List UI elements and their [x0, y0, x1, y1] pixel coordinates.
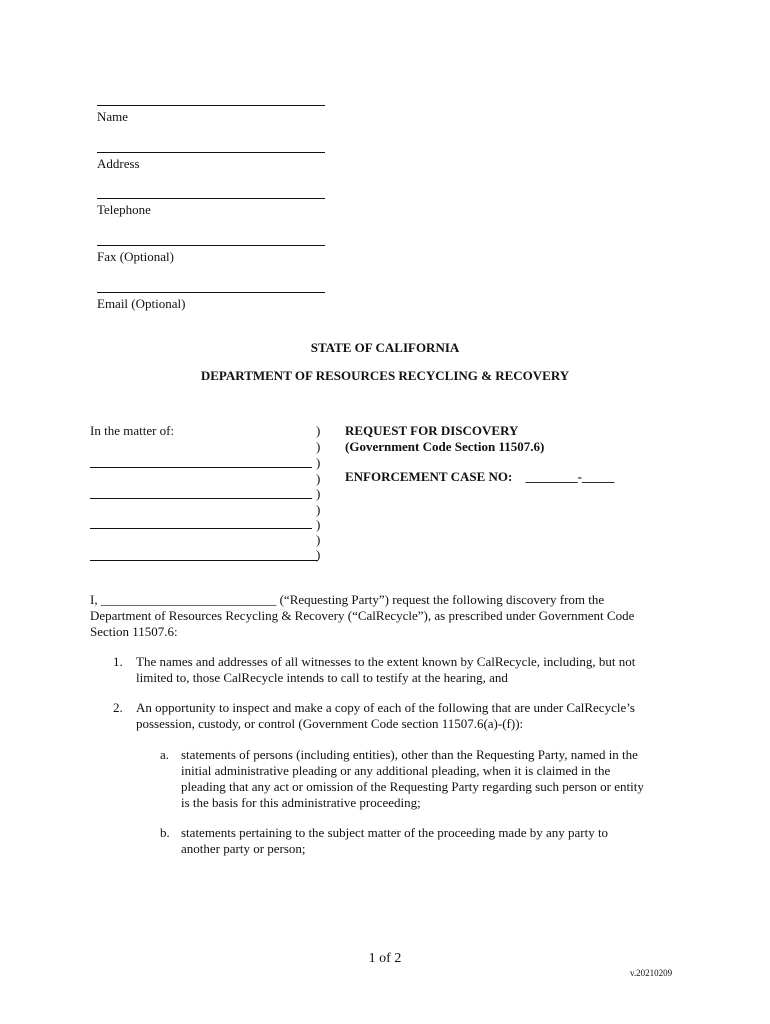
item-line: limited to, those CalRecycle intends to call to testify at the hearing, and — [136, 670, 508, 685]
code-reference: (Government Code Section 11507.6) — [345, 439, 545, 454]
subitem-line: is the basis for this administrative proceeding; — [181, 795, 421, 810]
item-marker: 1. — [113, 654, 123, 669]
intro-line-rest: (“Requesting Party”) request the following discovery from the — [276, 592, 605, 607]
list-item — [136, 654, 696, 686]
subitem-line: another party or person; — [181, 841, 306, 856]
intro-prefix: I, — [90, 592, 101, 607]
caption-paren: ) — [316, 486, 321, 501]
sub-list-item — [181, 747, 681, 811]
list-item — [136, 700, 696, 732]
item-marker: 2. — [113, 700, 123, 715]
caption-paren: ) — [316, 439, 321, 454]
sub-list-item — [181, 825, 681, 857]
caption-paren: ) — [316, 423, 321, 438]
party-name-line-1[interactable] — [90, 467, 312, 468]
party-name-line-4[interactable] — [90, 560, 318, 561]
item-line: possession, custody, or control (Government Code section 11507.6(a)-(f)): — [136, 716, 524, 731]
address-label: Address — [97, 156, 140, 171]
caption-paren: ) — [316, 547, 321, 562]
email-line[interactable] — [97, 292, 325, 293]
intro-line: Section 11507.6: — [90, 624, 178, 639]
party-name-line-2[interactable] — [90, 498, 312, 499]
item-line: An opportunity to inspect and make a copy of each of the following that are under CalRecycle’s — [136, 700, 635, 715]
caption-paren: ) — [316, 532, 321, 547]
subitem-line: statements of persons (including entities), other than the Requesting Party, named in the — [181, 747, 638, 762]
subitem-marker: a. — [160, 747, 170, 762]
intro-line — [90, 592, 690, 608]
case-number-field[interactable] — [345, 469, 614, 485]
subitem-line: pleading that any act or omission of the Requesting Party regarding such person or entity — [181, 779, 644, 794]
telephone-line[interactable] — [97, 198, 325, 199]
address-line[interactable] — [97, 152, 325, 153]
subitem-line: initial administrative pleading or any additional pleading, when it is claimed in the — [181, 763, 611, 778]
caption-paren: ) — [316, 455, 321, 470]
version-label: v.20210209 — [630, 968, 673, 978]
intro-paragraph — [90, 592, 690, 640]
party-name-line-3[interactable] — [90, 528, 312, 529]
caption-paren: ) — [316, 502, 321, 517]
document-title: REQUEST FOR DISCOVERY — [345, 423, 519, 438]
telephone-label: Telephone — [97, 202, 151, 217]
name-label: Name — [97, 109, 129, 124]
subitem-marker: b. — [160, 825, 170, 840]
state-title: STATE OF CALIFORNIA — [310, 340, 460, 355]
page-number: 1 of 2 — [368, 951, 402, 966]
item-line: The names and addresses of all witnesses to the extent known by CalRecycle, including, but not — [136, 654, 636, 669]
case-number-blank[interactable]: ________-_____ — [525, 469, 615, 484]
caption-paren: ) — [316, 471, 321, 486]
department-title: DEPARTMENT OF RESOURCES RECYCLING & RECOVERY — [200, 368, 570, 383]
intro-line: Department of Resources Recycling & Recovery (“CalRecycle”), as prescribed under Government Code — [90, 608, 635, 623]
name-line[interactable] — [97, 105, 325, 106]
email-label: Email (Optional) — [97, 296, 186, 311]
matter-label: In the matter of: — [90, 423, 175, 438]
case-number-label: ENFORCEMENT CASE NO: — [345, 469, 513, 484]
fax-line[interactable] — [97, 245, 325, 246]
requesting-party-blank[interactable]: ___________________________ — [100, 592, 277, 607]
caption-paren: ) — [316, 517, 321, 532]
fax-label: Fax (Optional) — [97, 249, 174, 264]
subitem-line: statements pertaining to the subject matter of the proceeding made by any party to — [181, 825, 609, 840]
